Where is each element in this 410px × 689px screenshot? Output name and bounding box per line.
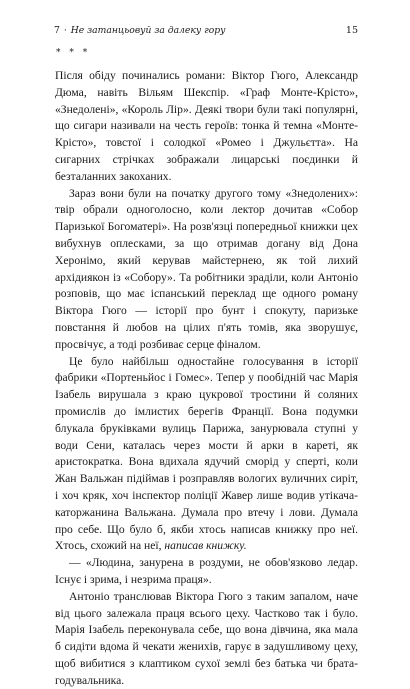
paragraph (55, 589, 358, 689)
paragraph (55, 186, 358, 354)
body-text (55, 68, 358, 689)
paragraph-text: Зараз вони були на початку другого тому «Знедолених»: твір обрали одноголосно, коли лектор дочитав «Собор Паризької Богоматері». На розв'язці попередньої книжки цех вибухнув оплесками, за що отримав догану від Дона Херонімо, який керував майстернею, як той лихий архідиякон із «Собору». Та робітники зраділи, коли Антоніо розповів, що має іспанський переклад ще одного роману Віктора Гюго — історії про бунт і спокуту, паризьке повстання й любов на цілих п'ять томів, яка зворушує, просвічує, а тоді розбиває серце фіналом. (55, 186, 358, 351)
page-number: 15 (345, 25, 358, 36)
paragraph-text: Після обіду починались романи: Віктор Гюго, Александр Дюма, навіть Вільям Шекспір. «Граф Монте-Крісто», «Знедолені», «Король Лір». Деякі твори були такі популярні, що сигари називали на честь героїв: тонка й темна «Монте-Крісто», товстої і солодкої «Ромео і Джульєтта». На сигарних стрічках зображали лицарські поєдинки й безталанних закоханих. (55, 69, 358, 183)
running-head (54, 24, 358, 38)
chapter-number: 7 (54, 25, 60, 36)
running-head-separator: · (63, 25, 67, 36)
chapter-title: Не затанцьовуй за далеку гору (70, 25, 226, 36)
paragraph-text: — «Людина, занурена в роздуми, не обов'язково ледар. Існує і зрима, і незрима праця». (55, 556, 358, 586)
paragraph-text: Антоніо транслював Віктора Гюго з таким запалом, наче від цього залежала праця всього цеху. Частково так і було. Марія Ізабель переконувала себе, що вона дівчина, яка мала б сидіти вдома й чекати женихів, гарує в задушливому цеху, щоб вибитися з клаптиком сухої землі без батька чи брата-годувальника. (55, 589, 358, 687)
italic-text: написав книжку. (164, 539, 247, 553)
paragraph (55, 68, 358, 186)
paragraph-text: Це було найбільш одностайне голосування в історії фабрики «Портеньйос і Гомес». Тепер у пообідній час Марія Ізабель вирушала з краю цукрової тростини й соляних промислів до імлистих берегів Франції. Вона подумки блукала бруківками вулиць Парижа, занурювала ступні у води Сени, каталась через мости й арки в кареті, як аристократка. Вона вдихала ядучий сморід у сперті, коли Жан Вальжан підіймав і розправляв вологих вуличних сиріт, і хоч кряк, хоч інспектор поліції Жавер лише водив утікача-каторжанина Вальжана. Думала про втечу і лови. Думала про себе. Що було б, якби хтось написав книжку про неї. Хтось, схожий на неї, (55, 354, 358, 553)
section-break-asterisks: * * * (56, 48, 91, 58)
paragraph (55, 555, 358, 589)
paragraph (55, 354, 358, 556)
